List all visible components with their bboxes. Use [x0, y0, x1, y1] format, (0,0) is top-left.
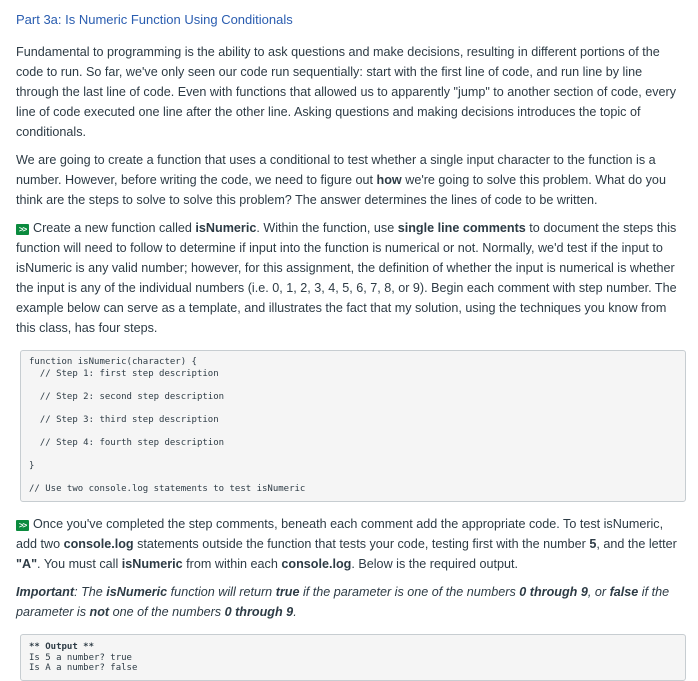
important-bold-3: 0 through 9	[519, 585, 588, 599]
important-label: Important	[16, 585, 75, 599]
important-bold-4: false	[609, 585, 639, 599]
task-paragraph	[16, 218, 686, 338]
test-text-5: from within each	[182, 557, 282, 571]
important-text-4: , or	[587, 585, 610, 599]
output-line-2: Is A a number? false	[29, 663, 138, 673]
code-line-step1: // Step 1: first step description	[29, 368, 219, 379]
test-bold-console-log: console.log	[63, 537, 134, 551]
code-template-block	[20, 350, 686, 502]
important-text-3: if the parameter is one of the numbers	[299, 585, 520, 599]
important-paragraph	[16, 582, 686, 622]
code-line-comment: // Use two console.log statements to test isNumeric	[29, 483, 306, 494]
test-text-6: . Below is the required output.	[351, 557, 518, 571]
code-line-step3: // Step 3: third step description	[29, 414, 219, 425]
task-bold-comments: single line comments	[397, 221, 526, 235]
code-line-function: function isNumeric(character) {	[29, 357, 197, 367]
approach-bold-how: how	[376, 173, 402, 187]
important-text-7: .	[293, 605, 297, 619]
code-line-step4: // Step 4: fourth step description	[29, 437, 225, 448]
intro-paragraph: Fundamental to programming is the ability to ask questions and make decisions, resulting in different portions of the code to run. So far, we've only seen our code run sequentially: start with the first line of code, and run line by line through the last line of code. Even with functions that allowed us to apparently "jump" to another section of code, every line of code executed one line after the other line. Asking questions and making decisions introduces the topic of conditionals.	[16, 45, 677, 139]
task-text-1: Create a new function called	[33, 221, 196, 235]
task-text-2: . Within the function, use	[256, 221, 398, 235]
step-arrow-icon: >>	[16, 520, 29, 531]
test-text-1: Once you've completed the step comments, beneath each comment add the appropriate code. To test isNumeric, add two	[16, 517, 664, 551]
code-line-step2: // Step 2: second step description	[29, 391, 225, 402]
task-text-3: to document the steps this function will need to follow to determine if input into the function is numerical or not. Normally, we'd test if the input to isNumeric is any valid number; however, for this assignment, the definition of whether the input is numerical is whether the input is any of the individual numbers (i.e. 0, 1, 2, 3, 4, 5, 6, 7, 8, or 9). Begin each comment with step number. The example below can serve as a template, and illustrates the fact that my solution, using the techniques you know from this class, has four steps.	[16, 221, 677, 335]
step-arrow-icon: >>	[16, 224, 29, 235]
test-text-2: statements outside the function that tests your code, testing first with the number	[133, 537, 590, 551]
important-text-5: if the parameter is	[16, 585, 670, 619]
test-text-3: , and the letter	[596, 537, 677, 551]
important-bold-5: not	[89, 605, 110, 619]
test-bold-console-log-2: console.log	[281, 557, 352, 571]
important-bold-1: isNumeric	[106, 585, 168, 599]
code-line-close: }	[29, 460, 35, 471]
output-line-1: Is 5 a number? true	[29, 652, 132, 663]
important-bold-6: 0 through 9	[224, 605, 294, 619]
approach-paragraph	[16, 150, 686, 210]
important-text-1: : The	[74, 585, 107, 599]
task-bold-function-name: isNumeric	[195, 221, 257, 235]
approach-text-2: we're going to solve this problem. What do you think are the steps to solve to solve this problem? The answer determines the lines of code to be written.	[16, 173, 666, 207]
test-bold-letter-a: "A"	[16, 557, 38, 571]
important-text-6: one of the numbers	[109, 605, 225, 619]
test-bold-isnumeric: isNumeric	[121, 557, 183, 571]
test-paragraph	[16, 514, 686, 574]
important-text-2: function will return	[167, 585, 276, 599]
test-text-4: . You must call	[37, 557, 122, 571]
page-title: Part 3a: Is Numeric Function Using Conditionals	[16, 12, 293, 27]
test-bold-five: 5	[589, 537, 597, 551]
output-header: ** Output **	[29, 642, 95, 652]
important-bold-2: true	[275, 585, 300, 599]
approach-text-1: We are going to create a function that uses a conditional to test whether a single input character to the function is a number. However, before writing the code, we need to figure out	[16, 153, 656, 187]
